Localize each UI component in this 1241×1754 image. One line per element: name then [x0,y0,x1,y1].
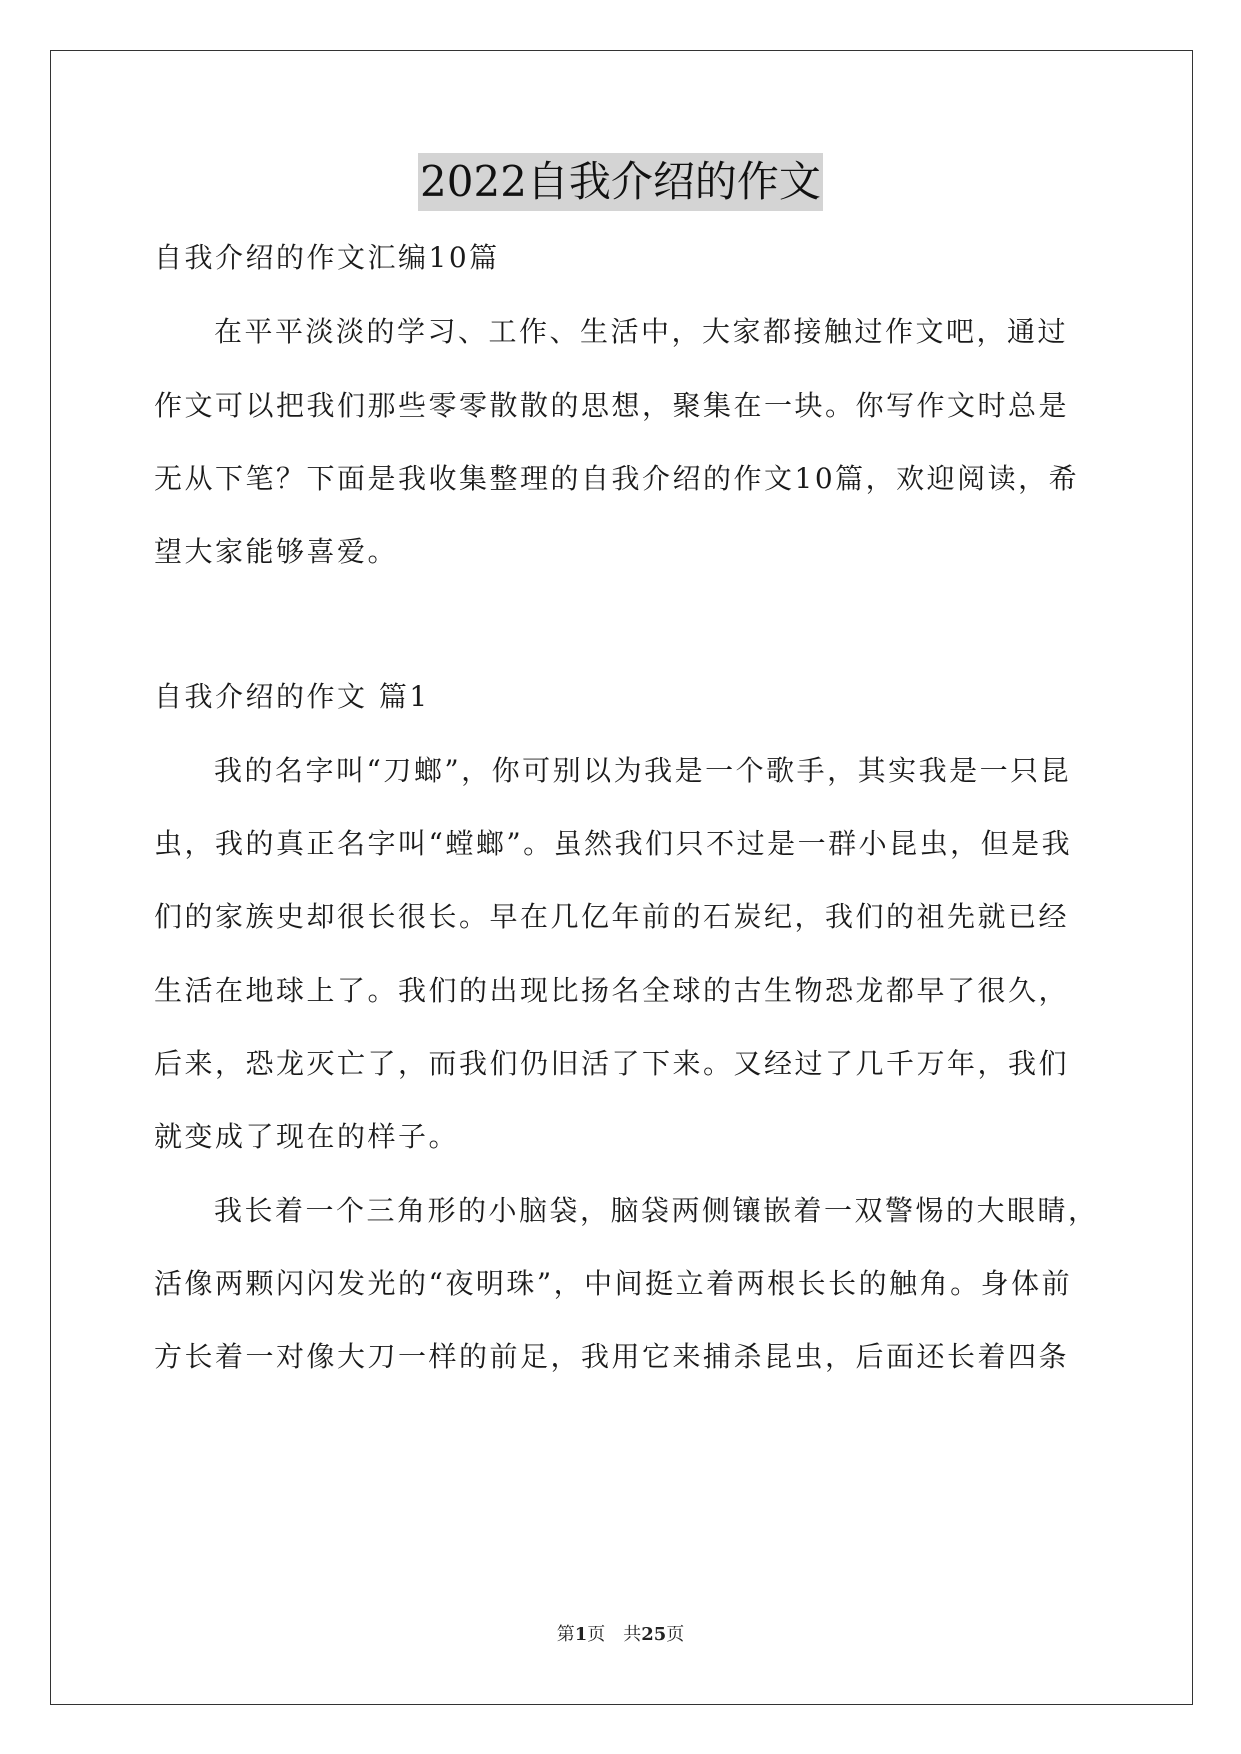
intro-line-3: 无从下笔？下面是我收集整理的自我介绍的作文10篇，欢迎阅读，希 [154,462,1080,495]
section-heading: 自我介绍的作文 篇1 [154,680,430,713]
page-total: 25 [641,1624,667,1645]
intro-line-1: 在平平淡淡的学习、工作、生活中，大家都接触过作文吧，通过 [214,315,1069,348]
intro-line-4: 望大家能够喜爱。 [154,535,399,568]
para1-line-6: 就变成了现在的样子。 [154,1120,460,1153]
page-mid: 页 共 [587,1624,642,1645]
para2-line-2: 活像两颗闪闪发光的“夜明珠”，中间挺立着两根长长的触角。身体前 [154,1267,1073,1300]
para1-line-3: 们的家族史却很长很长。早在几亿年前的石炭纪，我们的祖先就已经 [154,900,1070,933]
document-title: 2022自我介绍的作文 [418,153,823,211]
page-number: 1 [574,1624,588,1645]
para1-line-2: 虫，我的真正名字叫“螳螂”。虽然我们只不过是一群小昆虫，但是我 [154,827,1073,860]
para2-line-3: 方长着一对像大刀一样的前足，我用它来捕杀昆虫，后面还长着四条 [154,1340,1070,1373]
para1-line-1: 我的名字叫“刀螂”，你可别以为我是一个歌手，其实我是一只昆 [214,754,1072,787]
intro-line-2: 作文可以把我们那些零零散散的思想，聚集在一块。你写作文时总是 [154,389,1070,422]
subtitle: 自我介绍的作文汇编10篇 [154,241,500,274]
para2-line-1: 我长着一个三角形的小脑袋，脑袋两侧镶嵌着一双警惕的大眼睛， [214,1194,1099,1227]
para1-line-4: 生活在地球上了。我们的出现比扬名全球的古生物恐龙都早了很久， [154,974,1070,1007]
page-suffix: 页 [666,1624,685,1645]
page-prefix: 第 [556,1624,575,1645]
page-border [50,50,1193,1705]
page-footer [0,1620,1241,1646]
title-container [0,153,1241,211]
para1-line-5: 后来，恐龙灭亡了，而我们仍旧活了下来。又经过了几千万年，我们 [154,1047,1070,1080]
